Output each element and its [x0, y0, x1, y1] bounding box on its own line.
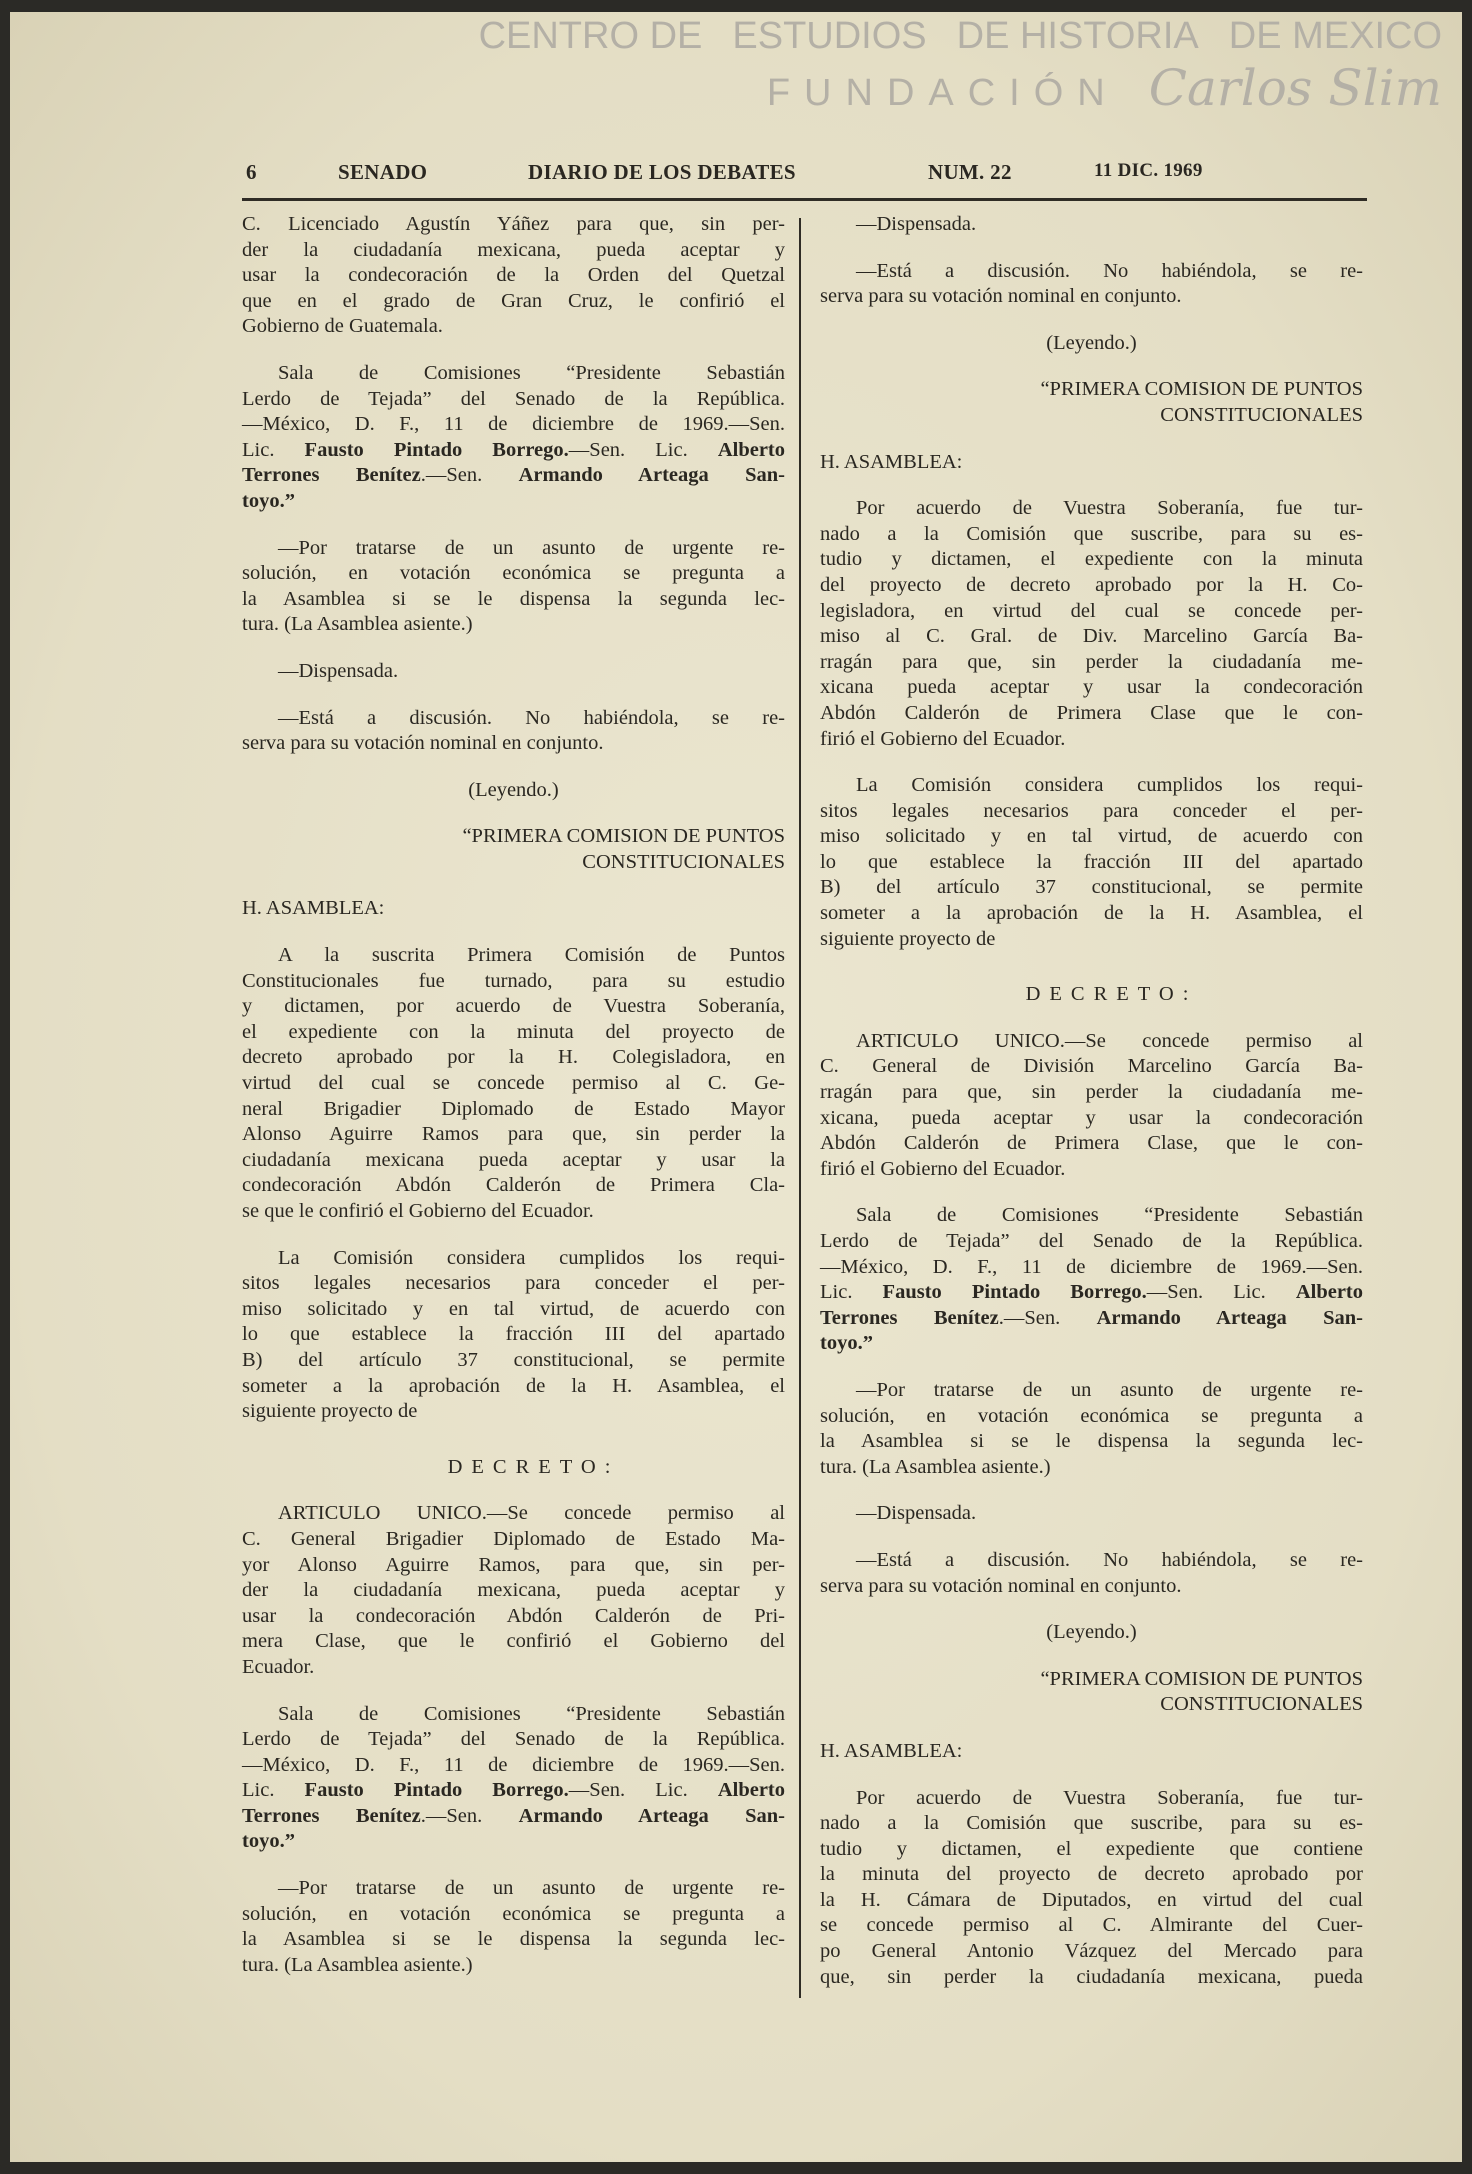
text-segment: tura. (La Asamblea asiente.): [242, 613, 473, 636]
text-segment: “PRIMERA COMISION DE PUNTOS: [1040, 378, 1363, 401]
text-segment: tura. (La Asamblea asiente.): [242, 1953, 473, 1976]
text-segment: serva para su votación nominal en conjunto.: [820, 1574, 1182, 1597]
paragraph: [242, 1501, 785, 1680]
text-segment: CONSTITUCIONALES: [1160, 1693, 1363, 1716]
text-segment: —Sen. Lic.: [568, 438, 718, 461]
paragraph: [820, 496, 1363, 752]
text-line: [242, 1629, 785, 1655]
text-line: [820, 1306, 1363, 1332]
text-line: [820, 927, 1363, 953]
watermark-foundation: FUNDACIÓN: [766, 72, 1119, 114]
text-line: [242, 1148, 785, 1174]
text-line: [242, 1727, 785, 1753]
publication-title: DIARIO DE LOS DEBATES: [528, 160, 796, 184]
text-segment: siguiente proyecto de: [242, 1400, 418, 1423]
text-segment: —Dispensada.: [278, 659, 399, 682]
paragraph: [820, 1501, 1363, 1527]
text-line: [242, 361, 785, 387]
text-line: [820, 1939, 1363, 1965]
text-segment: .—Sen.: [998, 1306, 1097, 1329]
text-line: [242, 1199, 785, 1225]
text-segment: del proyecto de decreto aprobado por la H. Co-: [820, 573, 1363, 596]
text-segment: usar la condecoración Abdón Calderón de Pri-: [242, 1604, 785, 1627]
text-segment: —Por tratarse de un asunto de urgente re-: [278, 536, 785, 559]
left-column: [242, 212, 785, 1978]
commission-heading: [820, 1667, 1363, 1718]
text-line: [242, 263, 785, 289]
text-line: [820, 1620, 1363, 1646]
text-line: [820, 1862, 1363, 1888]
text-segment: serva para su votación nominal en conjunto.: [820, 285, 1182, 308]
text-segment: —Dispensada.: [856, 1502, 977, 1525]
page-number: 6: [246, 160, 257, 184]
text-segment: miso al C. Gral. de Div. Marcelino García Ba-: [820, 625, 1363, 648]
paragraph: [820, 773, 1363, 952]
text-segment: tudio y dictamen, el expediente con la minuta: [820, 548, 1363, 571]
text-segment: lo que establece la fracción III del apartado: [820, 850, 1363, 873]
text-line: [820, 1913, 1363, 1939]
text-segment: —Sen. Lic.: [1146, 1281, 1296, 1304]
text-segment: Sala de Comisiones “Presidente Sebastián: [856, 1204, 1363, 1227]
text-segment: y dictamen, por acuerdo de Vuestra Soberanía,: [242, 995, 785, 1018]
text-line: [242, 1753, 785, 1779]
right-column: [820, 212, 1363, 1990]
text-line: [242, 1902, 785, 1928]
text-line: [242, 1173, 785, 1199]
text-line: [820, 1965, 1363, 1991]
text-line: [242, 387, 785, 413]
text-segment: —Dispensada.: [856, 213, 977, 235]
text-segment: C. General Brigadier Diplomado de Estado Ma-: [242, 1527, 785, 1550]
text-segment: la Asamblea si se le dispensa la segunda lec-: [242, 1928, 785, 1951]
text-line: [820, 982, 1363, 1008]
text-line: [820, 824, 1363, 850]
text-segment: Lic.: [242, 438, 305, 461]
text-segment: el expediente con la minuta del proyecto de: [242, 1020, 785, 1043]
text-segment: yor Alonso Aguirre Ramos, para que, sin per-: [242, 1553, 785, 1576]
text-segment: virtud del cual se concede permiso al C. Ge-: [242, 1072, 785, 1095]
text-line: [242, 824, 785, 850]
paragraph: [242, 1876, 785, 1978]
text-line: [242, 489, 785, 515]
text-segment: —México, D. F., 11 de diciembre de 1969.—Sen.: [242, 413, 785, 436]
text-line: [820, 1739, 1363, 1765]
text-line: [242, 561, 785, 587]
text-line: [820, 1811, 1363, 1837]
text-line: [820, 1054, 1363, 1080]
text-line: [242, 1455, 785, 1481]
text-segment: se que le confirió el Gobierno del Ecuador.: [242, 1200, 594, 1222]
text-segment: Abdón Calderón de Primera Clase, que le con-: [820, 1132, 1363, 1155]
text-line: [242, 994, 785, 1020]
text-line: [242, 1322, 785, 1348]
text-line: [820, 573, 1363, 599]
text-segment: xicana pueda aceptar y usar la condecoración: [820, 676, 1363, 699]
commission-heading: [242, 824, 785, 875]
paragraph: [820, 1548, 1363, 1599]
text-line: [242, 1374, 785, 1400]
text-segment: “PRIMERA COMISION DE PUNTOS: [462, 825, 785, 848]
text-segment: —Sen. Lic.: [568, 1779, 718, 1802]
text-segment: la Asamblea si se le dispensa la segunda lec-: [820, 1430, 1363, 1453]
text-line: [820, 875, 1363, 901]
text-line: [242, 238, 785, 264]
chamber-name: SENADO: [338, 160, 428, 184]
scanned-page: [10, 12, 1462, 2162]
text-segment: serva para su votación nominal en conjunto.: [242, 732, 604, 755]
text-line: [820, 284, 1363, 310]
text-line: [820, 1548, 1363, 1574]
text-segment: Por acuerdo de Vuestra Soberanía, fue tur-: [856, 497, 1363, 520]
text-segment: condecoración Abdón Calderón de Primera Cla-: [242, 1174, 785, 1197]
reading-note: [820, 331, 1363, 357]
text-line: [820, 1378, 1363, 1404]
text-line: [242, 1020, 785, 1046]
text-segment: tudio y dictamen, el expediente que contiene: [820, 1837, 1363, 1860]
text-line: [242, 969, 785, 995]
text-line: [820, 701, 1363, 727]
paragraph: [242, 659, 785, 685]
text-segment: La Comisión considera cumplidos los requi-: [278, 1246, 785, 1269]
paragraph: [242, 1702, 785, 1856]
text-segment: B) del artículo 37 constitucional, se permite: [242, 1348, 785, 1371]
text-line: [242, 1399, 785, 1425]
text-line: [242, 1527, 785, 1553]
text-line: [820, 496, 1363, 522]
text-line: [242, 1122, 785, 1148]
watermark-line: DE HISTORIA: [956, 15, 1199, 57]
text-line: [242, 850, 785, 876]
text-line: [242, 536, 785, 562]
paragraph: [242, 536, 785, 638]
paragraph: [242, 706, 785, 757]
bold-name: Fausto Pintado Borrego.: [304, 1779, 569, 1802]
bold-name: Armando Arteaga San-: [518, 1804, 786, 1827]
text-segment: neral Brigadier Diplomado de Estado Mayor: [242, 1097, 785, 1120]
text-line: [820, 522, 1363, 548]
text-segment: —Está a discusión. No habiéndola, se re-: [856, 1548, 1363, 1571]
issue-date: 11 DIC. 1969: [1094, 160, 1203, 181]
text-line: [820, 1455, 1363, 1481]
text-line: [820, 377, 1363, 403]
text-segment: der la ciudadanía mexicana, pueda aceptar y: [242, 238, 785, 261]
bold-name: Alberto: [1295, 1281, 1363, 1304]
text-segment: Abdón Calderón de Primera Clase que le con-: [820, 701, 1363, 724]
text-segment: xicana, pueda aceptar y usar la condecoración: [820, 1106, 1363, 1129]
text-segment: —Por tratarse de un asunto de urgente re-: [856, 1378, 1363, 1401]
text-segment: Lerdo de Tejada” del Senado de la República.: [242, 387, 785, 410]
watermark-line: ESTUDIOS: [732, 15, 927, 57]
bold-name: toyo.”: [242, 489, 295, 512]
text-segment: Constitucionales fue turnado, para su estudio: [242, 969, 785, 992]
paragraph: [242, 896, 785, 922]
text-line: [820, 1404, 1363, 1430]
text-segment: A la suscrita Primera Comisión de Puntos: [278, 944, 785, 967]
header-rule: [242, 198, 1367, 201]
text-line: [820, 599, 1363, 625]
text-segment: —Por tratarse de un asunto de urgente re-: [278, 1877, 785, 1900]
text-segment: der la ciudadanía mexicana, pueda aceptar y: [242, 1579, 785, 1602]
text-line: [242, 1071, 785, 1097]
commission-heading: [820, 377, 1363, 428]
paragraph: [820, 212, 1363, 238]
text-line: [820, 1255, 1363, 1281]
bold-name: Alberto: [717, 438, 785, 461]
text-segment: solución, en votación económica se pregunta a: [242, 1902, 785, 1925]
text-segment: H. ASAMBLEA:: [820, 450, 963, 473]
bold-name: Fausto Pintado Borrego.: [882, 1281, 1147, 1304]
text-segment: Sala de Comisiones “Presidente Sebastián: [278, 361, 785, 384]
text-segment: que, sin perder la ciudadanía mexicana, pueda: [820, 1965, 1363, 1988]
text-segment: solución, en votación económica se pregunta a: [242, 562, 785, 585]
text-segment: Alonso Aguirre Ramos para que, sin perder la: [242, 1123, 785, 1146]
text-segment: someter a la aprobación de la H. Asamblea, el: [820, 902, 1363, 925]
bold-name: toyo.”: [242, 1830, 295, 1853]
text-line: [820, 1888, 1363, 1914]
text-line: [242, 659, 785, 685]
text-line: [820, 212, 1363, 238]
text-line: [820, 1501, 1363, 1527]
text-line: [820, 1029, 1363, 1055]
text-line: [820, 1331, 1363, 1357]
text-segment: Sala de Comisiones “Presidente Sebastián: [278, 1702, 785, 1725]
text-line: [820, 1080, 1363, 1106]
text-segment: (Leyendo.): [468, 778, 559, 801]
text-segment: someter a la aprobación de la H. Asamblea, el: [242, 1374, 785, 1397]
text-line: [242, 943, 785, 969]
paragraph: [820, 1378, 1363, 1480]
text-line: [820, 650, 1363, 676]
text-segment: miso solicitado y en tal virtud, de acuerdo con: [820, 825, 1363, 848]
text-line: [820, 727, 1363, 753]
text-line: [242, 731, 785, 757]
text-segment: ciudadanía mexicana pueda aceptar y usar la: [242, 1148, 785, 1171]
decree-heading: [820, 982, 1363, 1008]
text-segment: firió el Gobierno del Ecuador.: [820, 727, 1066, 750]
text-segment: .—Sen.: [420, 1804, 519, 1827]
text-segment: siguiente proyecto de: [820, 927, 996, 950]
paragraph: [820, 1203, 1363, 1357]
text-segment: miso solicitado y en tal virtud, de acuerdo con: [242, 1297, 785, 1320]
watermark-row: [479, 14, 1442, 58]
text-line: [242, 463, 785, 489]
text-segment: decreto aprobado por la H. Colegisladora, en: [242, 1046, 785, 1069]
bold-name: Fausto Pintado Borrego.: [304, 438, 569, 461]
paragraph: [820, 450, 1363, 476]
text-line: [242, 1604, 785, 1630]
text-segment: DECRETO:: [1025, 983, 1198, 1006]
text-line: [242, 1927, 785, 1953]
bold-name: Terrones Benítez: [242, 464, 421, 487]
text-line: [820, 850, 1363, 876]
text-line: [242, 1246, 785, 1272]
text-segment: CONSTITUCIONALES: [582, 850, 785, 873]
text-line: [820, 1667, 1363, 1693]
text-line: [242, 438, 785, 464]
bold-name: Armando Arteaga San-: [518, 464, 786, 487]
text-segment: la H. Cámara de Diputados, en virtud del cual: [820, 1888, 1363, 1911]
text-segment: (Leyendo.): [1046, 1621, 1137, 1644]
text-line: [242, 1297, 785, 1323]
text-line: [820, 675, 1363, 701]
text-line: [242, 1804, 785, 1830]
paragraph: [820, 1786, 1363, 1991]
text-line: [242, 1655, 785, 1681]
text-segment: Lerdo de Tejada” del Senado de la República.: [242, 1728, 785, 1751]
text-segment: —Está a discusión. No habiéndola, se re-: [856, 259, 1363, 282]
paragraph: [820, 259, 1363, 310]
bold-name: toyo.”: [820, 1332, 873, 1355]
text-segment: tura. (La Asamblea asiente.): [820, 1455, 1051, 1478]
text-segment: rragán para que, sin perder la ciudadanía me-: [820, 650, 1363, 673]
text-segment: Lic.: [820, 1281, 883, 1304]
text-line: [820, 624, 1363, 650]
bold-name: Alberto: [717, 1779, 785, 1802]
text-line: [242, 612, 785, 638]
text-line: [820, 1837, 1363, 1863]
text-line: [242, 1501, 785, 1527]
text-segment: lo que establece la fracción III del apartado: [242, 1323, 785, 1346]
text-line: [820, 450, 1363, 476]
text-line: [242, 289, 785, 315]
paragraph: [242, 361, 785, 515]
text-line: [242, 212, 785, 238]
text-segment: B) del artículo 37 constitucional, se permite: [820, 876, 1363, 899]
text-segment: rragán para que, sin perder la ciudadanía me-: [820, 1081, 1363, 1104]
text-line: [820, 901, 1363, 927]
text-segment: que en el grado de Gran Cruz, le confirió el: [242, 289, 785, 312]
bold-name: Terrones Benítez: [242, 1804, 421, 1827]
reading-note: [242, 778, 785, 804]
paragraph: [820, 1739, 1363, 1765]
text-segment: DECRETO:: [447, 1455, 620, 1478]
text-line: [820, 1786, 1363, 1812]
text-segment: mera Clase, que le confirió el Gobierno del: [242, 1630, 785, 1653]
text-line: [820, 799, 1363, 825]
text-line: [820, 1574, 1363, 1600]
text-segment: C. Licenciado Agustín Yáñez para que, sin per-: [242, 213, 785, 235]
watermark-line: DE MEXICO: [1228, 15, 1442, 57]
text-line: [820, 1280, 1363, 1306]
text-segment: La Comisión considera cumplidos los requi-: [856, 774, 1363, 797]
reading-note: [820, 1620, 1363, 1646]
text-segment: Lic.: [242, 1779, 305, 1802]
text-line: [820, 1229, 1363, 1255]
text-segment: C. General de División Marcelino García Ba-: [820, 1055, 1363, 1078]
text-segment: po General Antonio Vázquez del Mercado para: [820, 1940, 1363, 1963]
text-segment: (Leyendo.): [1046, 331, 1137, 354]
column-divider: [799, 218, 801, 1998]
decree-heading: [242, 1455, 785, 1481]
paragraph: [820, 1029, 1363, 1183]
text-segment: Gobierno de Guatemala.: [242, 315, 443, 338]
text-segment: nado a la Comisión que suscribe, para su es-: [820, 1812, 1363, 1835]
text-line: [242, 896, 785, 922]
text-line: [242, 1553, 785, 1579]
text-line: [242, 1348, 785, 1374]
issue-number: NUM. 22: [928, 160, 1012, 184]
text-segment: se concede permiso al C. Almirante del Cuer-: [820, 1914, 1363, 1937]
paragraph: [242, 212, 785, 340]
text-line: [242, 587, 785, 613]
text-segment: H. ASAMBLEA:: [820, 1739, 963, 1762]
watermark-line: CENTRO DE: [478, 15, 703, 57]
text-line: [242, 1876, 785, 1902]
text-segment: solución, en votación económica se pregunta a: [820, 1404, 1363, 1427]
text-line: [820, 1692, 1363, 1718]
text-segment: Ecuador.: [242, 1655, 315, 1678]
text-line: [242, 1097, 785, 1123]
paragraph: [242, 943, 785, 1225]
text-segment: ARTICULO UNICO.—Se concede permiso al: [856, 1029, 1363, 1052]
text-line: [820, 547, 1363, 573]
text-line: [242, 1829, 785, 1855]
text-line: [242, 1778, 785, 1804]
text-segment: usar la condecoración de la Orden del Quetzal: [242, 264, 785, 287]
text-segment: legisladora, en virtud del cual se concede per-: [820, 599, 1363, 622]
text-segment: nado a la Comisión que suscribe, para su es-: [820, 522, 1363, 545]
text-line: [820, 1203, 1363, 1229]
watermark-signature: Carlos Slim: [1148, 59, 1442, 117]
text-line: [242, 1578, 785, 1604]
bold-name: Terrones Benítez: [820, 1306, 999, 1329]
text-line: [242, 412, 785, 438]
text-segment: sitos legales necesarios para conceder el per-: [820, 799, 1363, 822]
text-line: [242, 1045, 785, 1071]
text-segment: H. ASAMBLEA:: [242, 897, 385, 920]
text-line: [242, 314, 785, 340]
bold-name: Armando Arteaga San-: [1096, 1306, 1364, 1329]
text-line: [242, 1953, 785, 1979]
text-line: [820, 403, 1363, 429]
text-line: [820, 1157, 1363, 1183]
text-segment: CONSTITUCIONALES: [1160, 403, 1363, 426]
text-segment: “PRIMERA COMISION DE PUNTOS: [1040, 1667, 1363, 1690]
text-line: [820, 1429, 1363, 1455]
text-line: [820, 1106, 1363, 1132]
text-segment: Por acuerdo de Vuestra Soberanía, fue tur-: [856, 1786, 1363, 1809]
text-segment: ARTICULO UNICO.—Se concede permiso al: [278, 1502, 785, 1525]
text-segment: la minuta del proyecto de decreto aprobado por: [820, 1863, 1363, 1886]
text-segment: —Está a discusión. No habiéndola, se re-: [278, 706, 785, 729]
text-segment: —México, D. F., 11 de diciembre de 1969.—Sen.: [820, 1255, 1363, 1278]
watermark-row: [767, 58, 1442, 118]
text-segment: firió el Gobierno del Ecuador.: [820, 1157, 1066, 1180]
text-segment: la Asamblea si se le dispensa la segunda lec-: [242, 587, 785, 610]
text-segment: sitos legales necesarios para conceder el per-: [242, 1272, 785, 1295]
text-line: [820, 259, 1363, 285]
text-line: [820, 331, 1363, 357]
text-line: [242, 778, 785, 804]
text-line: [242, 706, 785, 732]
text-line: [242, 1702, 785, 1728]
paragraph: [242, 1246, 785, 1425]
text-line: [820, 1131, 1363, 1157]
text-line: [820, 773, 1363, 799]
text-segment: Lerdo de Tejada” del Senado de la República.: [820, 1230, 1363, 1252]
archive-watermark: [479, 14, 1442, 118]
text-line: [242, 1271, 785, 1297]
text-segment: .—Sen.: [420, 464, 519, 487]
text-segment: —México, D. F., 11 de diciembre de 1969.—Sen.: [242, 1753, 785, 1776]
